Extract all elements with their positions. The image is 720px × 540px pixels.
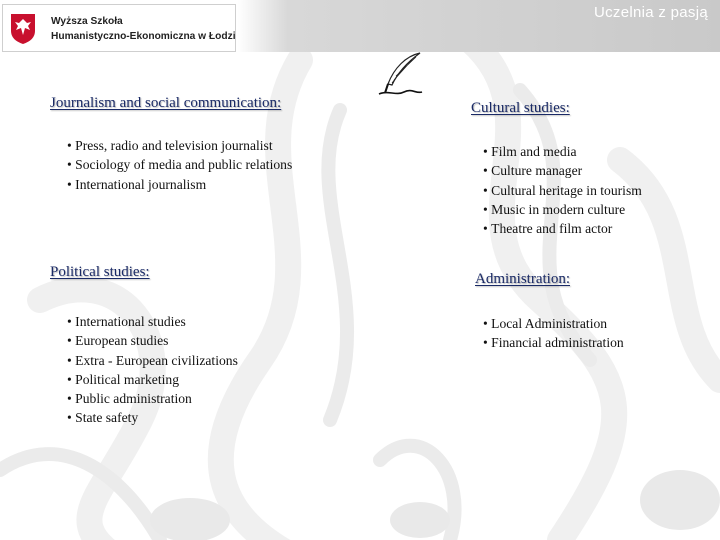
- list-item: • Culture manager: [483, 161, 642, 180]
- list-item: • Film and media: [483, 142, 642, 161]
- list-item: • State safety: [67, 408, 238, 427]
- cultural-heading: Cultural studies:: [471, 100, 570, 116]
- journalism-list: [67, 136, 292, 194]
- list-item: • European studies: [67, 331, 238, 350]
- list-item: • Financial administration: [483, 333, 624, 352]
- header-bar: [0, 0, 720, 52]
- administration-heading: Administration:: [475, 271, 570, 287]
- list-item: • Press, radio and television journalist: [67, 136, 292, 155]
- cultural-list: [483, 142, 642, 238]
- list-item: • International journalism: [67, 175, 292, 194]
- political-heading: Political studies:: [50, 264, 150, 280]
- administration-list: [483, 314, 624, 353]
- list-item: • Sociology of media and public relations: [67, 155, 292, 174]
- list-item: • Extra - European civilizations: [67, 351, 238, 370]
- list-item: • Political marketing: [67, 370, 238, 389]
- quill-pen-icon: [376, 50, 426, 100]
- university-name-line2: Humanistyczno-Ekonomiczna w Łodzi: [51, 31, 236, 42]
- university-name-line1: Wyższa Szkoła: [51, 16, 123, 27]
- list-item: • Cultural heritage in tourism: [483, 181, 642, 200]
- university-name: [51, 14, 236, 44]
- list-item: • Public administration: [67, 389, 238, 408]
- list-item: • Music in modern culture: [483, 200, 642, 219]
- list-item: • International studies: [67, 312, 238, 331]
- journalism-heading: Journalism and social communication:: [50, 95, 282, 111]
- university-logo: [2, 4, 236, 52]
- list-item: • Theatre and film actor: [483, 219, 642, 238]
- tagline: Uczelnia z pasją: [593, 4, 708, 21]
- political-list: [67, 312, 238, 428]
- eagle-emblem-icon: [8, 11, 38, 45]
- list-item: • Local Administration: [483, 314, 624, 333]
